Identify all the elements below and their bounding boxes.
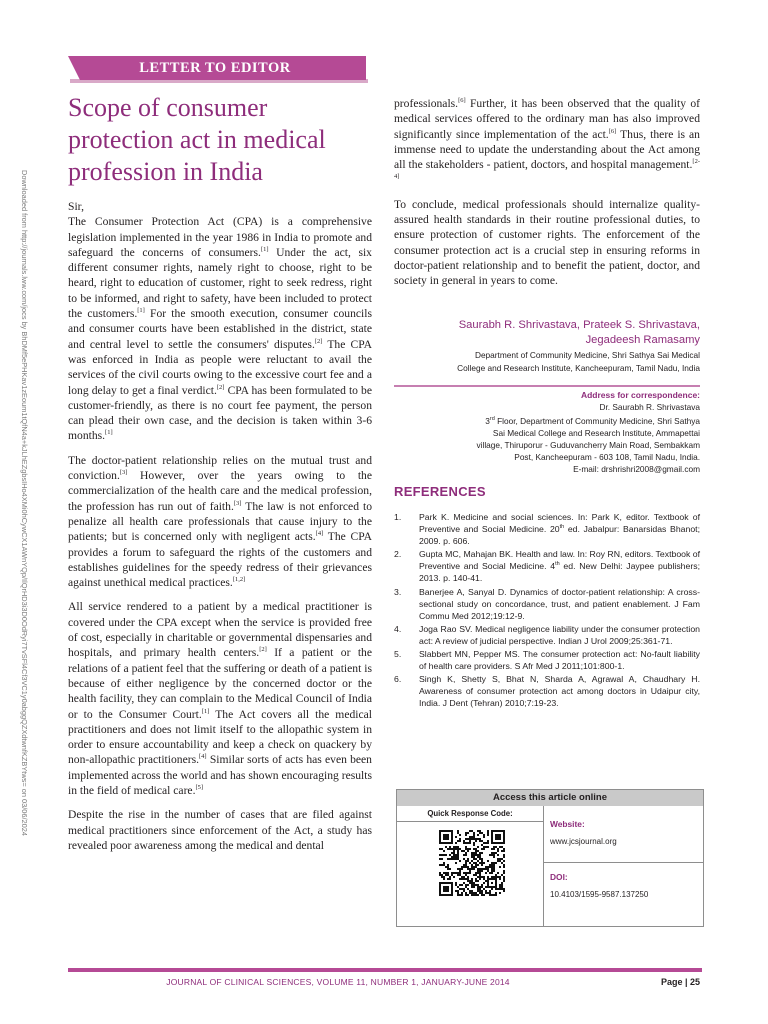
reference-number: 6. — [394, 674, 402, 685]
qr-label: Quick Response Code: — [427, 809, 513, 818]
correspondence-line-1: 3rd Floor, Department of Community Medicine, Shri Sathya — [485, 415, 700, 426]
author-list — [394, 318, 700, 348]
qr-code-icon[interactable] — [439, 830, 505, 896]
right-column — [394, 96, 700, 298]
reference-item: 1. Park K. Medicine and social sciences. In: Park K, editor. Textbook of Preventive and Social Medicine. 20th ed. Jabalpur: Banarsidas Bhanot; 2009. p. 606. — [394, 512, 700, 547]
reference-item: 5. Slabbert MN, Pepper MS. The consumer protection act: No-fault liability of health care providers. S Afr Med J 2011;101:800-1. — [394, 649, 700, 672]
page-number: Page | 25 — [660, 977, 700, 987]
download-watermark-text: Downloaded from http://journals.lww.com/jocs by BhDMf5ePHKav1zEoum1tQfN4a+kJLhEZgbsIHo4XMi0hCywCX1AWnYQp/IlQrHD3i3D0OdRyi7TvSFl4Cf3VC1y0abggQZXdtwnfKZBYtws= on 03/06/2024 — [20, 170, 29, 836]
footer-journal: JOURNAL OF CLINICAL SCIENCES, VOLUME 11, NUMBER 1, JANUARY-JUNE 2014 — [166, 977, 510, 987]
qr-panel — [397, 806, 544, 926]
reference-number: 4. — [394, 623, 402, 634]
reference-number: 5. — [394, 649, 402, 660]
affiliation-line-1: Department of Community Medicine, Shri Sathya Sai Medical — [474, 350, 700, 360]
access-article-box — [396, 789, 704, 927]
correspondence-line-4: Post, Kancheepuram - 603 108, Tamil Nadu, India. — [514, 452, 700, 463]
paragraph-4: Despite the rise in the number of cases that are filed against medical practitioners since enforcement of the Act, a study has revealed poor awareness among the medical and dental — [68, 808, 372, 852]
author-line-1: Saurabh R. Shrivastava, Prateek S. Shrivastava, — [458, 319, 700, 331]
article-title: Scope of consumer protection act in medical profession in India — [68, 93, 326, 186]
footer-rule — [68, 968, 702, 972]
references-heading: REFERENCES — [394, 484, 486, 499]
paragraph-2: The doctor-patient relationship relies on the mutual trust and conviction.[3] However, over the years owing to the commercialization of the health care and the medical profession, the profession has run out of faith.[3] The law is not enforced to penalize all health care professionals that cause injury to the patients; but is concerned only with negligent acts.[4] The CPA provides a forum to safeguard the rights of the customers and establishes guidelines for the speedy redress of their grievances against unethical medical practices.[1,2] — [68, 453, 372, 590]
access-title: Access this article online — [397, 790, 703, 806]
access-divider — [544, 862, 703, 863]
website-label: Website: — [550, 819, 585, 829]
correspondence-title: Address for correspondence: — [580, 390, 700, 400]
website-link[interactable]: www.jcsjournal.org — [550, 837, 617, 846]
correspondence-address — [394, 401, 700, 475]
qr-divider — [397, 821, 543, 822]
paragraph-6: To conclude, medical professionals should internalize quality-assured health standards in their routine professional duties, to ensure protection of customer rights. The enforcement of the consumer protection act is a crucial step in ensuring reforms in doctor-patient relationship and to benefit the patient, doctor, and society in general in years to come. — [394, 197, 700, 288]
correspondence-line-3: village, Thiruporur - Guduvancherry Main Road, Sembakkam — [476, 440, 700, 451]
article-links-panel — [544, 806, 703, 926]
reference-item: 2. Gupta MC, Mahajan BK. Health and law. In: Roy RN, editors. Textbook of Preventive and Social Medicine. 4th ed. New Delhi: Jaypee publishers; 2013. p. 140-41. — [394, 549, 701, 584]
salutation: Sir, — [68, 200, 84, 213]
references-list — [394, 511, 700, 711]
reference-item: 6. Singh K, Shetty S, Bhat N, Sharda A, Agrawal A, Chaudhary H. Awareness of consumer protection act among doctors in Udaipur city, India. J Dent (Tehran) 2010;7:19-23. — [394, 674, 700, 709]
author-line-2: Jegadeesh Ramasamy — [585, 334, 700, 346]
download-watermark — [14, 170, 28, 990]
paragraph-5: professionals.[6] Further, it has been observed that the quality of medical services offered to the ordinary man has also improved significantly since implementation of the act.[6] Thus, there is an immense need to update the understanding about the Act among all the stakeholders - patient, doctors, and hospital management.[2-4] — [394, 97, 700, 181]
paragraph-3: All service rendered to a patient by a medical practitioner is covered under the CPA except when the service is provided free of cost, especially in charitable or governmental dispensaries and hospitals, and primary health centers.[2] If a patient or the relations of a patient feel that the suffering or death of a patient is because of either negligence by the concerned doctor or the health facility, they can complain to the Medical Council of India or to the Consumer Court.[1] The Act covers all the medical practitioners and does not limit itself to the allopathic system in order to ensure accountability and keep a check on quackery by non-allopathic practitioners.[4] Similar sorts of acts has even been implemented across the world and has shown encouraging results in the field of medical care.[5] — [68, 600, 372, 797]
paragraph-1: The Consumer Protection Act (CPA) is a comprehensive legislation implemented in the year 1986 in India to promote and safeguard the concerns of consumers.[1] Under the act, six different consumer rights, namely right to choose, right to be heard, right to education of customer, right to seek redress, right to be informed, and right to safety, have been included to protect the customers.[1] For the smooth execution, consumer councils and consumer courts have been established in the district, state and central level to settle the consumers' disputes.[2] The CPA was enforced in India as people were reluctant to avail the services of the civil courts owing to the excessive court fee and a long delay to get a final verdict.[2] CPA has been formulated to be customer-friendly, as there is no court fee payment, the person can plead their own case, and the decision is taken within 3-6 months.[1] — [68, 215, 372, 443]
reference-number: 3. — [394, 586, 402, 597]
reference-item: 4. Joga Rao SV. Medical negligence liability under the consumer protection act: A review of judicial perspective. Indian J Urol 2009;25:361-71. — [394, 623, 700, 646]
qr-code-graphic — [439, 830, 505, 896]
correspondence-email[interactable]: E-mail: drshrishri2008@gmail.com — [573, 464, 700, 475]
reference-number: 2. — [394, 549, 402, 560]
reference-number: 1. — [394, 512, 402, 522]
correspondence-name: Dr. Saurabh R. Shrivastava — [599, 402, 700, 412]
doi-label: DOI: — [550, 872, 568, 882]
section-label: LETTER TO EDITOR — [139, 60, 291, 76]
affiliation-line-2: College and Research Institute, Kancheepuram, Tamil Nadu, India — [457, 362, 700, 373]
left-column — [68, 199, 372, 862]
doi-link[interactable]: 10.4103/1595-9587.137250 — [550, 890, 649, 899]
correspondence-line-2: Sai Medical College and Research Institute, Ammapettai — [492, 427, 700, 438]
reference-item: 3. Banerjee A, Sanyal D. Dynamics of doctor-patient relationship: A cross-sectional study on concordance, trust, and patient enablement. J Fam Commu Med 2012;19:12-9. — [394, 586, 700, 621]
affiliation — [394, 349, 700, 374]
